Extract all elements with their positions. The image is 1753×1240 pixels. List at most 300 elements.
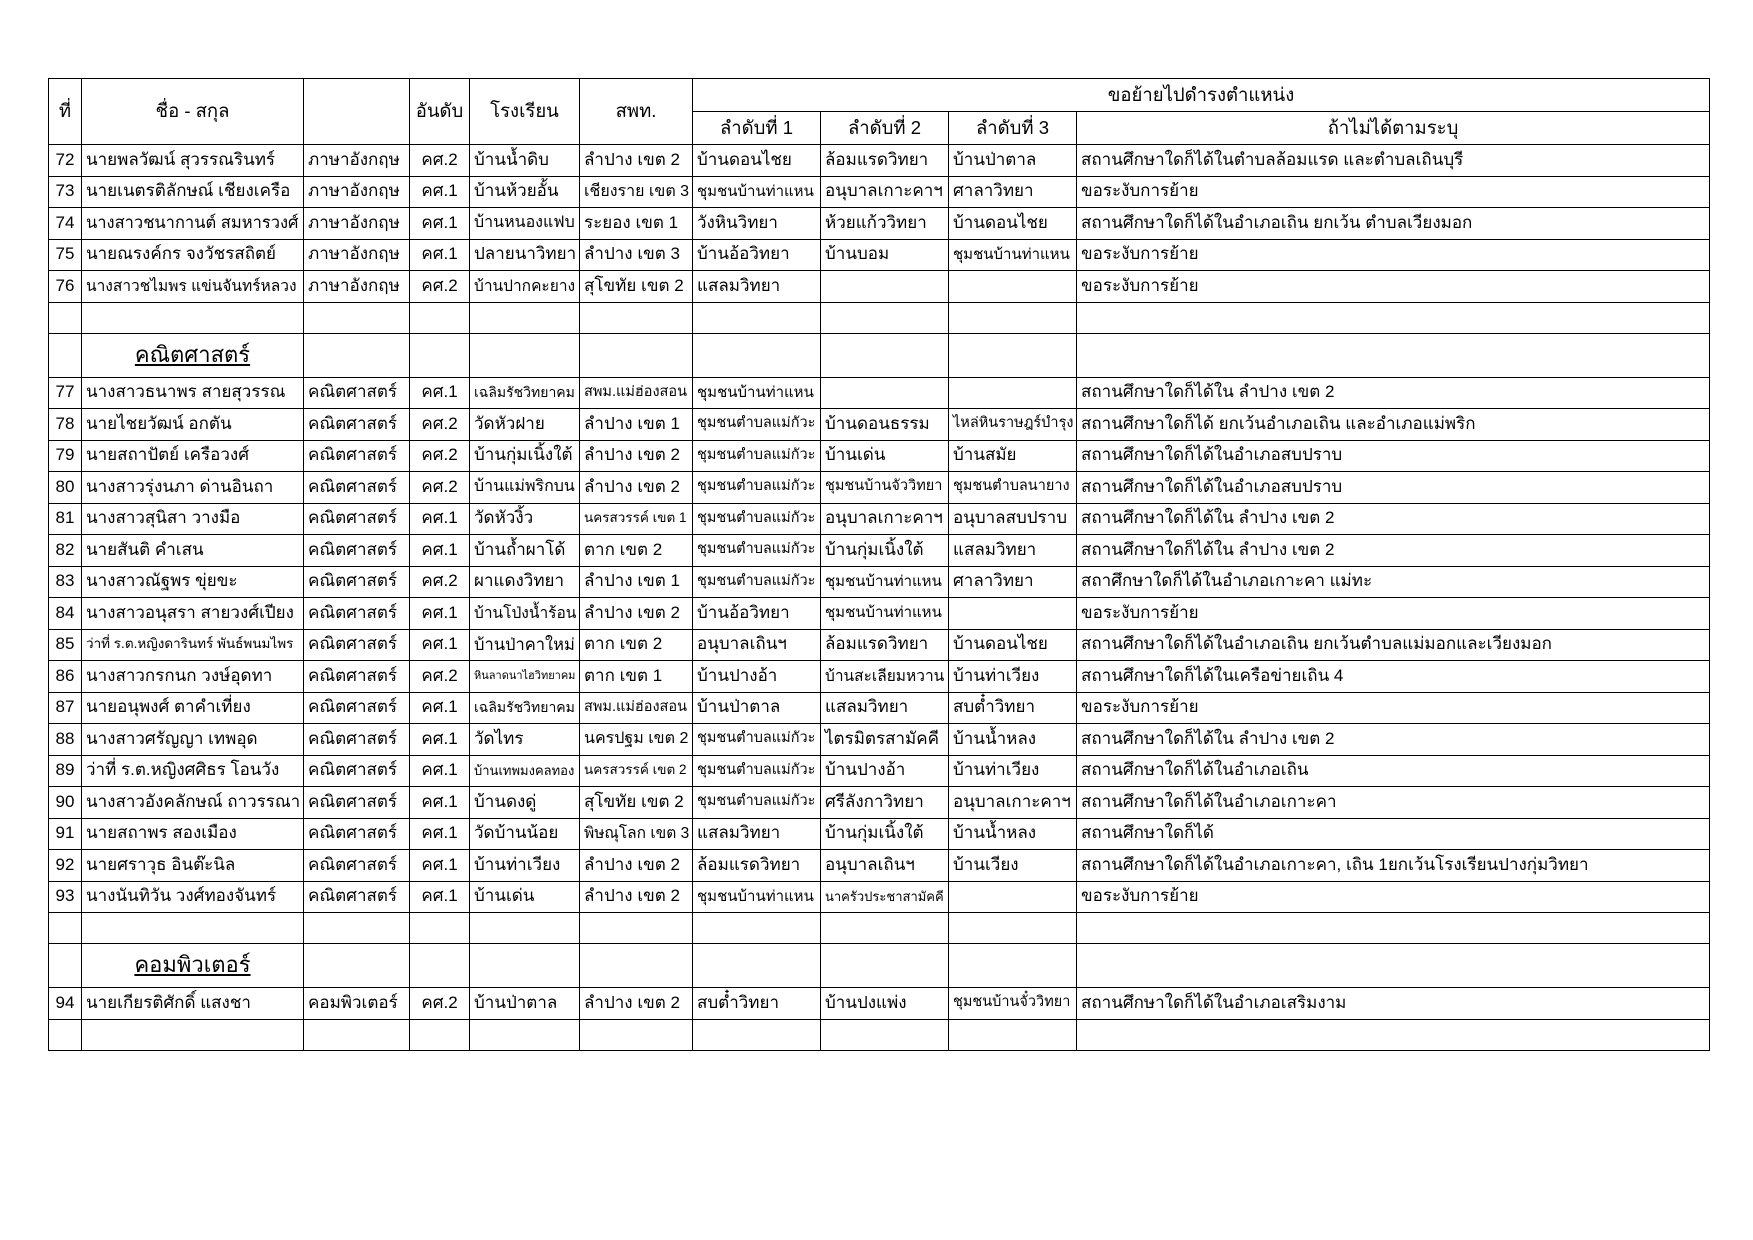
row-choice-2: ศรีลังกาวิทยา bbox=[821, 787, 949, 819]
table-row bbox=[49, 850, 1710, 882]
row-subject: คณิตศาสตร์ bbox=[304, 409, 410, 441]
row-name: นางสาวกรกนก วงษ์อุดทา bbox=[82, 661, 304, 693]
header-row-top bbox=[49, 79, 1710, 112]
row-rank: คศ.2 bbox=[410, 440, 470, 472]
row-choice-3: บ้านสมัย bbox=[949, 440, 1077, 472]
row-no: 92 bbox=[49, 850, 82, 882]
row-choice-2: ห้วยแก้ววิทยา bbox=[821, 208, 949, 240]
row-subject: คณิตศาสตร์ bbox=[304, 661, 410, 693]
row-school: บ้านป่าคาใหม่ bbox=[470, 629, 580, 661]
table-row bbox=[49, 881, 1710, 913]
row-choice-1: บ้านป่าตาล bbox=[693, 692, 821, 724]
row-choice-1: แสลมวิทยา bbox=[693, 818, 821, 850]
section-empty-cell bbox=[949, 944, 1077, 988]
row-rank: คศ.1 bbox=[410, 850, 470, 882]
row-no: 77 bbox=[49, 377, 82, 409]
row-subject: คณิตศาสตร์ bbox=[304, 724, 410, 756]
spacer-cell bbox=[580, 1019, 693, 1050]
row-name: นายสถาพร สองเมือง bbox=[82, 818, 304, 850]
row-choice-1: ชุมชนตำบลแม่กัวะ bbox=[693, 724, 821, 756]
section-header-row bbox=[49, 944, 1710, 988]
row-choice-3: บ้านเวียง bbox=[949, 850, 1077, 882]
row-otherwise: สถาศึกษาใดก็ได้ในอำเภอเกาะคา แม่ทะ bbox=[1077, 566, 1710, 598]
section-empty-cell bbox=[821, 944, 949, 988]
spacer-cell bbox=[82, 1019, 304, 1050]
row-no: 83 bbox=[49, 566, 82, 598]
section-empty-cell bbox=[1077, 333, 1710, 377]
row-school: บ้านท่าเวียง bbox=[470, 850, 580, 882]
row-name: นางสาวณัฐพร ขุ่ยขะ bbox=[82, 566, 304, 598]
table-row bbox=[49, 988, 1710, 1020]
row-otherwise: ขอระงับการย้าย bbox=[1077, 692, 1710, 724]
table-row bbox=[49, 692, 1710, 724]
row-choice-1: สบต๋ำวิทยา bbox=[693, 988, 821, 1020]
row-school: วัดหัวงิ้ว bbox=[470, 503, 580, 535]
row-choice-2: อนุบาลเถินฯ bbox=[821, 850, 949, 882]
row-name: นางสาวชนากานต์ สมหารวงศ์ bbox=[82, 208, 304, 240]
table-row bbox=[49, 208, 1710, 240]
row-rank: คศ.2 bbox=[410, 145, 470, 177]
row-choice-2: อนุบาลเกาะคาฯ bbox=[821, 503, 949, 535]
row-no: 93 bbox=[49, 881, 82, 913]
header-name: ชื่อ - สกุล bbox=[82, 79, 304, 145]
row-rank: คศ.1 bbox=[410, 503, 470, 535]
row-school: ปลายนาวิทยา bbox=[470, 239, 580, 271]
section-empty-cell bbox=[470, 944, 580, 988]
row-choice-2: แสลมวิทยา bbox=[821, 692, 949, 724]
row-area: ระยอง เขต 1 bbox=[580, 208, 693, 240]
row-choice-3: ชุมชนบ้านท่าแหน bbox=[949, 239, 1077, 271]
spacer-cell bbox=[693, 302, 821, 333]
table-row bbox=[49, 755, 1710, 787]
section-title-text: คณิตศาสตร์ bbox=[134, 341, 251, 367]
row-rank: คศ.1 bbox=[410, 535, 470, 567]
row-otherwise: ขอระงับการย้าย bbox=[1077, 881, 1710, 913]
section-empty-cell bbox=[49, 333, 82, 377]
table-row bbox=[49, 176, 1710, 208]
section-title bbox=[82, 333, 304, 377]
row-name: นางสาวธนาพร สายสุวรรณ bbox=[82, 377, 304, 409]
row-area: ตาก เขต 1 bbox=[580, 661, 693, 693]
row-otherwise: สถานศึกษาใดก็ได้ใน ลำปาง เขต 2 bbox=[1077, 503, 1710, 535]
row-rank: คศ.1 bbox=[410, 881, 470, 913]
row-otherwise: สถานศึกษาใดก็ได้ในอำเภอเสริมงาม bbox=[1077, 988, 1710, 1020]
table-row bbox=[49, 503, 1710, 535]
row-area: สุโขทัย เขต 2 bbox=[580, 271, 693, 303]
row-subject: คณิตศาสตร์ bbox=[304, 787, 410, 819]
row-school: บ้านดงดู่ bbox=[470, 787, 580, 819]
row-rank: คศ.2 bbox=[410, 566, 470, 598]
header-school: โรงเรียน bbox=[470, 79, 580, 145]
spacer-cell bbox=[49, 913, 82, 944]
row-subject: คอมพิวเตอร์ bbox=[304, 988, 410, 1020]
row-rank: คศ.1 bbox=[410, 629, 470, 661]
row-name: นายอนุพงศ์ ตาคำเที่ยง bbox=[82, 692, 304, 724]
row-choice-2: บ้านสะเลียมหวาน bbox=[821, 661, 949, 693]
row-name: นายสันติ คำเสน bbox=[82, 535, 304, 567]
row-choice-1: ชุมชนตำบลแม่กัวะ bbox=[693, 472, 821, 504]
spacer-cell bbox=[304, 1019, 410, 1050]
row-choice-2: บ้านกุ่มเนิ้งใต้ bbox=[821, 818, 949, 850]
row-subject: คณิตศาสตร์ bbox=[304, 755, 410, 787]
spacer-row bbox=[49, 913, 1710, 944]
row-choice-2: ชุมชนบ้านท่าแหน bbox=[821, 566, 949, 598]
table-row bbox=[49, 661, 1710, 693]
row-no: 82 bbox=[49, 535, 82, 567]
section-empty-cell bbox=[49, 944, 82, 988]
row-choice-3: บ้านน้ำหลง bbox=[949, 818, 1077, 850]
row-choice-2: ไตรมิตรสามัคคี bbox=[821, 724, 949, 756]
row-subject: ภาษาอังกฤษ bbox=[304, 145, 410, 177]
row-area: ตาก เขต 2 bbox=[580, 535, 693, 567]
spacer-cell bbox=[949, 302, 1077, 333]
row-subject: คณิตศาสตร์ bbox=[304, 629, 410, 661]
spacer-cell bbox=[693, 913, 821, 944]
spacer-row bbox=[49, 1019, 1710, 1050]
row-rank: คศ.1 bbox=[410, 818, 470, 850]
row-subject: ภาษาอังกฤษ bbox=[304, 239, 410, 271]
row-school: บ้านโป่งน้ำร้อน bbox=[470, 598, 580, 630]
spacer-cell bbox=[821, 302, 949, 333]
row-subject: คณิตศาสตร์ bbox=[304, 818, 410, 850]
row-school: บ้านถ้ำผาโด้ bbox=[470, 535, 580, 567]
spacer-cell bbox=[82, 913, 304, 944]
row-no: 79 bbox=[49, 440, 82, 472]
row-name: นายสถาปัตย์ เครือวงศ์ bbox=[82, 440, 304, 472]
row-otherwise: ขอระงับการย้าย bbox=[1077, 239, 1710, 271]
row-area: ลำปาง เขต 2 bbox=[580, 145, 693, 177]
row-rank: คศ.2 bbox=[410, 661, 470, 693]
section-empty-cell bbox=[410, 333, 470, 377]
spacer-cell bbox=[821, 1019, 949, 1050]
row-no: 89 bbox=[49, 755, 82, 787]
row-choice-3 bbox=[949, 881, 1077, 913]
spacer-cell bbox=[821, 913, 949, 944]
transfer-request-table bbox=[48, 78, 1710, 1051]
row-subject: คณิตศาสตร์ bbox=[304, 566, 410, 598]
row-school: บ้านปากคะยาง bbox=[470, 271, 580, 303]
row-name: นายเกียรติศักดิ์ แสงชา bbox=[82, 988, 304, 1020]
row-otherwise: สถานศึกษาใดก็ได้ในอำเภอสบปราบ bbox=[1077, 440, 1710, 472]
table-row bbox=[49, 377, 1710, 409]
row-choice-3: บ้านท่าเวียง bbox=[949, 661, 1077, 693]
row-choice-1: บ้านปางอ้า bbox=[693, 661, 821, 693]
header-otherwise: ถ้าไม่ได้ตามระบุ bbox=[1077, 112, 1710, 145]
table-row bbox=[49, 409, 1710, 441]
row-area: เชียงราย เขต 3 bbox=[580, 176, 693, 208]
spacer-cell bbox=[410, 913, 470, 944]
row-rank: คศ.1 bbox=[410, 239, 470, 271]
row-choice-3: บ้านน้ำหลง bbox=[949, 724, 1077, 756]
row-choice-1: บ้านดอนไชย bbox=[693, 145, 821, 177]
spacer-cell bbox=[410, 1019, 470, 1050]
row-no: 72 bbox=[49, 145, 82, 177]
row-area: ลำปาง เขต 2 bbox=[580, 988, 693, 1020]
row-choice-2 bbox=[821, 271, 949, 303]
table-header bbox=[49, 79, 1710, 145]
row-no: 80 bbox=[49, 472, 82, 504]
spacer-cell bbox=[580, 302, 693, 333]
row-choice-3: ไหล่หินราษฎร์บำรุง bbox=[949, 409, 1077, 441]
spacer-cell bbox=[82, 302, 304, 333]
row-name: นางสาวอนุสรา สายวงศ์เปียง bbox=[82, 598, 304, 630]
header-area: สพท. bbox=[580, 79, 693, 145]
row-choice-1: ล้อมแรดวิทยา bbox=[693, 850, 821, 882]
row-choice-1: ชุมชนตำบลแม่กัวะ bbox=[693, 503, 821, 535]
row-school: หินลาดนาไฮวิทยาคม bbox=[470, 661, 580, 693]
spacer-cell bbox=[470, 1019, 580, 1050]
section-empty-cell bbox=[949, 333, 1077, 377]
header-choice-3: ลำดับที่ 3 bbox=[949, 112, 1077, 145]
spacer-cell bbox=[580, 913, 693, 944]
row-name: นางนันทิวัน วงศ์ทองจันทร์ bbox=[82, 881, 304, 913]
table-row bbox=[49, 598, 1710, 630]
row-school: บ้านกุ่มเนิ้งใต้ bbox=[470, 440, 580, 472]
row-otherwise: สถานศึกษาใดก็ได้ในอำเภอเถิน ยกเว้นตำบลแม่มอกและเวียงมอก bbox=[1077, 629, 1710, 661]
spacer-cell bbox=[1077, 913, 1710, 944]
header-choice-2: ลำดับที่ 2 bbox=[821, 112, 949, 145]
row-name: นางสาวอังคลักษณ์ ถาวรรณา bbox=[82, 787, 304, 819]
row-subject: ภาษาอังกฤษ bbox=[304, 208, 410, 240]
table-row bbox=[49, 472, 1710, 504]
row-choice-3: บ้านดอนไชย bbox=[949, 208, 1077, 240]
row-rank: คศ.2 bbox=[410, 271, 470, 303]
row-name: นายพลวัฒน์ สุวรรณรินทร์ bbox=[82, 145, 304, 177]
row-otherwise: สถานศึกษาใดก็ได้ในอำเภอเถิน bbox=[1077, 755, 1710, 787]
row-area: พิษณุโลก เขต 3 bbox=[580, 818, 693, 850]
spacer-cell bbox=[1077, 302, 1710, 333]
spacer-cell bbox=[304, 913, 410, 944]
row-area: นครปฐม เขต 2 bbox=[580, 724, 693, 756]
header-choice-1: ลำดับที่ 1 bbox=[693, 112, 821, 145]
row-choice-3: บ้านท่าเวียง bbox=[949, 755, 1077, 787]
row-area: ลำปาง เขต 2 bbox=[580, 850, 693, 882]
row-choice-2: บ้านบอม bbox=[821, 239, 949, 271]
row-choice-3: อนุบาลสบปราบ bbox=[949, 503, 1077, 535]
row-choice-1: ชุมชนบ้านท่าแหน bbox=[693, 176, 821, 208]
row-choice-2: ล้อมแรดวิทยา bbox=[821, 145, 949, 177]
row-choice-2: นาครัวประชาสามัคคี bbox=[821, 881, 949, 913]
row-choice-1: บ้านอ้อวิทยา bbox=[693, 239, 821, 271]
header-subject bbox=[304, 79, 410, 145]
section-empty-cell bbox=[580, 333, 693, 377]
table-row bbox=[49, 239, 1710, 271]
section-empty-cell bbox=[1077, 944, 1710, 988]
spacer-cell bbox=[470, 302, 580, 333]
row-no: 87 bbox=[49, 692, 82, 724]
header-request-group: ขอย้ายไปดำรงตำแหน่ง bbox=[693, 79, 1710, 112]
row-subject: คณิตศาสตร์ bbox=[304, 881, 410, 913]
row-choice-2 bbox=[821, 377, 949, 409]
row-no: 76 bbox=[49, 271, 82, 303]
header-no: ที่ bbox=[49, 79, 82, 145]
row-area: ลำปาง เขต 2 bbox=[580, 881, 693, 913]
row-otherwise: สถานศึกษาใดก็ได้ใน ลำปาง เขต 2 bbox=[1077, 535, 1710, 567]
row-choice-3: ศาลาวิทยา bbox=[949, 566, 1077, 598]
row-rank: คศ.1 bbox=[410, 755, 470, 787]
row-area: สพม.แม่ฮ่องสอน bbox=[580, 377, 693, 409]
row-school: วัดไทร bbox=[470, 724, 580, 756]
row-choice-2: ล้อมแรดวิทยา bbox=[821, 629, 949, 661]
table-row bbox=[49, 535, 1710, 567]
row-area: ลำปาง เขต 1 bbox=[580, 566, 693, 598]
row-subject: คณิตศาสตร์ bbox=[304, 440, 410, 472]
row-no: 84 bbox=[49, 598, 82, 630]
row-area: ตาก เขต 2 bbox=[580, 629, 693, 661]
row-no: 86 bbox=[49, 661, 82, 693]
row-choice-3: บ้านป่าตาล bbox=[949, 145, 1077, 177]
row-school: บ้านหนองแฟบ bbox=[470, 208, 580, 240]
row-name: นายณรงค์กร จงวัชรสถิตย์ bbox=[82, 239, 304, 271]
row-name: นายเนตรติลักษณ์ เชียงเครือ bbox=[82, 176, 304, 208]
row-rank: คศ.2 bbox=[410, 472, 470, 504]
row-school: บ้านแม่พริกบน bbox=[470, 472, 580, 504]
row-school: บ้านป่าตาล bbox=[470, 988, 580, 1020]
row-school: ผาแดงวิทยา bbox=[470, 566, 580, 598]
table-row bbox=[49, 787, 1710, 819]
table-row bbox=[49, 566, 1710, 598]
section-empty-cell bbox=[304, 333, 410, 377]
row-name: ว่าที่ ร.ต.หญิงศศิธร โอนวัง bbox=[82, 755, 304, 787]
row-choice-3: อนุบาลเกาะคาฯ bbox=[949, 787, 1077, 819]
row-choice-2: ชุมชนบ้านท่าแหน bbox=[821, 598, 949, 630]
table-row bbox=[49, 145, 1710, 177]
row-rank: คศ.1 bbox=[410, 377, 470, 409]
row-choice-2: อนุบาลเกาะคาฯ bbox=[821, 176, 949, 208]
row-choice-1: ชุมชนตำบลแม่กัวะ bbox=[693, 755, 821, 787]
section-empty-cell bbox=[410, 944, 470, 988]
row-choice-1: อนุบาลเถินฯ bbox=[693, 629, 821, 661]
row-choice-1: วังหินวิทยา bbox=[693, 208, 821, 240]
row-rank: คศ.1 bbox=[410, 176, 470, 208]
row-no: 90 bbox=[49, 787, 82, 819]
row-choice-3: ศาลาวิทยา bbox=[949, 176, 1077, 208]
section-empty-cell bbox=[821, 333, 949, 377]
row-name: นางสาวศรัญญา เทพอุด bbox=[82, 724, 304, 756]
spacer-row bbox=[49, 302, 1710, 333]
spacer-cell bbox=[49, 302, 82, 333]
row-choice-2: บ้านกุ่มเนิ้งใต้ bbox=[821, 535, 949, 567]
row-choice-2: บ้านปงแพ่ง bbox=[821, 988, 949, 1020]
spacer-cell bbox=[1077, 1019, 1710, 1050]
row-otherwise: สถานศึกษาใดก็ได้ในเครือข่ายเถิน 4 bbox=[1077, 661, 1710, 693]
row-rank: คศ.2 bbox=[410, 409, 470, 441]
row-area: นครสวรรค์ เขต 2 bbox=[580, 755, 693, 787]
row-area: นครสวรรค์ เขต 1 bbox=[580, 503, 693, 535]
row-area: ลำปาง เขต 2 bbox=[580, 472, 693, 504]
row-choice-3: บ้านดอนไชย bbox=[949, 629, 1077, 661]
spacer-cell bbox=[949, 1019, 1077, 1050]
row-otherwise: สถานศึกษาใดก็ได้ ยกเว้นอำเภอเถิน และอำเภอแม่พริก bbox=[1077, 409, 1710, 441]
section-title-text: คอมพิวเตอร์ bbox=[134, 952, 251, 978]
row-school: บ้านน้ำดิบ bbox=[470, 145, 580, 177]
row-choice-3 bbox=[949, 598, 1077, 630]
table-body bbox=[49, 145, 1710, 1051]
row-choice-3: ชุมชนบ้านจั๋ววิทยา bbox=[949, 988, 1077, 1020]
row-choice-1: ชุมชนตำบลแม่กัวะ bbox=[693, 787, 821, 819]
row-choice-3: แสลมวิทยา bbox=[949, 535, 1077, 567]
row-otherwise: สถานศึกษาใดก็ได้ในอำเภอเถิน ยกเว้น ตำบลเวียงมอก bbox=[1077, 208, 1710, 240]
row-choice-1: ชุมชนบ้านท่าแหน bbox=[693, 881, 821, 913]
row-name: นางสาวรุ่งนภา ด่านอินถา bbox=[82, 472, 304, 504]
row-school: วัดหัวฝาย bbox=[470, 409, 580, 441]
row-rank: คศ.1 bbox=[410, 787, 470, 819]
row-name: นางสาวชไมพร แข่นจันทร์หลวง bbox=[82, 271, 304, 303]
table-row bbox=[49, 629, 1710, 661]
row-no: 78 bbox=[49, 409, 82, 441]
spacer-cell bbox=[693, 1019, 821, 1050]
section-empty-cell bbox=[693, 944, 821, 988]
row-no: 74 bbox=[49, 208, 82, 240]
row-no: 81 bbox=[49, 503, 82, 535]
section-empty-cell bbox=[470, 333, 580, 377]
row-rank: คศ.1 bbox=[410, 724, 470, 756]
row-school: เฉลิมรัชวิทยาคม bbox=[470, 377, 580, 409]
section-empty-cell bbox=[580, 944, 693, 988]
row-school: บ้านห้วยอั้น bbox=[470, 176, 580, 208]
row-otherwise: ขอระงับการย้าย bbox=[1077, 598, 1710, 630]
row-otherwise: สถานศึกษาใดก็ได้ bbox=[1077, 818, 1710, 850]
row-choice-2: บ้านดอนธรรม bbox=[821, 409, 949, 441]
row-area: สพม.แม่ฮ่องสอน bbox=[580, 692, 693, 724]
row-choice-3: ชุมชนตำบลนายาง bbox=[949, 472, 1077, 504]
section-title bbox=[82, 944, 304, 988]
header-rank: อันดับ bbox=[410, 79, 470, 145]
row-otherwise: สถานศึกษาใดก็ได้ในอำเภอสบปราบ bbox=[1077, 472, 1710, 504]
row-otherwise: ขอระงับการย้าย bbox=[1077, 176, 1710, 208]
row-subject: คณิตศาสตร์ bbox=[304, 535, 410, 567]
row-choice-1: ชุมชนบ้านท่าแหน bbox=[693, 377, 821, 409]
row-school: วัดบ้านน้อย bbox=[470, 818, 580, 850]
spacer-cell bbox=[470, 913, 580, 944]
spacer-cell bbox=[304, 302, 410, 333]
row-area: ลำปาง เขต 1 bbox=[580, 409, 693, 441]
row-name: ว่าที่ ร.ต.หญิงดารินทร์ พันธ์พนมไพร bbox=[82, 629, 304, 661]
row-subject: คณิตศาสตร์ bbox=[304, 850, 410, 882]
row-area: สุโขทัย เขต 2 bbox=[580, 787, 693, 819]
row-no: 73 bbox=[49, 176, 82, 208]
row-choice-3 bbox=[949, 377, 1077, 409]
row-no: 91 bbox=[49, 818, 82, 850]
row-choice-2: บ้านเด่น bbox=[821, 440, 949, 472]
row-rank: คศ.1 bbox=[410, 208, 470, 240]
row-subject: ภาษาอังกฤษ bbox=[304, 176, 410, 208]
table-row bbox=[49, 724, 1710, 756]
spacer-cell bbox=[410, 302, 470, 333]
row-rank: คศ.1 bbox=[410, 598, 470, 630]
table-row bbox=[49, 818, 1710, 850]
spacer-cell bbox=[49, 1019, 82, 1050]
row-subject: คณิตศาสตร์ bbox=[304, 692, 410, 724]
table-row bbox=[49, 440, 1710, 472]
row-no: 88 bbox=[49, 724, 82, 756]
row-subject: คณิตศาสตร์ bbox=[304, 377, 410, 409]
row-school: เฉลิมรัชวิทยาคม bbox=[470, 692, 580, 724]
row-choice-1: ชุมชนตำบลแม่กัวะ bbox=[693, 409, 821, 441]
row-choice-2: บ้านปางอ้า bbox=[821, 755, 949, 787]
row-name: นายศราวุธ อินต๊ะนิล bbox=[82, 850, 304, 882]
row-area: ลำปาง เขต 2 bbox=[580, 598, 693, 630]
row-no: 94 bbox=[49, 988, 82, 1020]
row-subject: คณิตศาสตร์ bbox=[304, 503, 410, 535]
spacer-cell bbox=[949, 913, 1077, 944]
row-otherwise: สถานศึกษาใดก็ได้ในอำเภอเกาะคา, เถิน 1ยกเว้นโรงเรียนปางกุ่มวิทยา bbox=[1077, 850, 1710, 882]
row-choice-1: แสลมวิทยา bbox=[693, 271, 821, 303]
section-empty-cell bbox=[304, 944, 410, 988]
row-subject: คณิตศาสตร์ bbox=[304, 598, 410, 630]
row-school: บ้านเทพมงคลทอง bbox=[470, 755, 580, 787]
row-choice-2: ชุมชนบ้านจัววิทยา bbox=[821, 472, 949, 504]
